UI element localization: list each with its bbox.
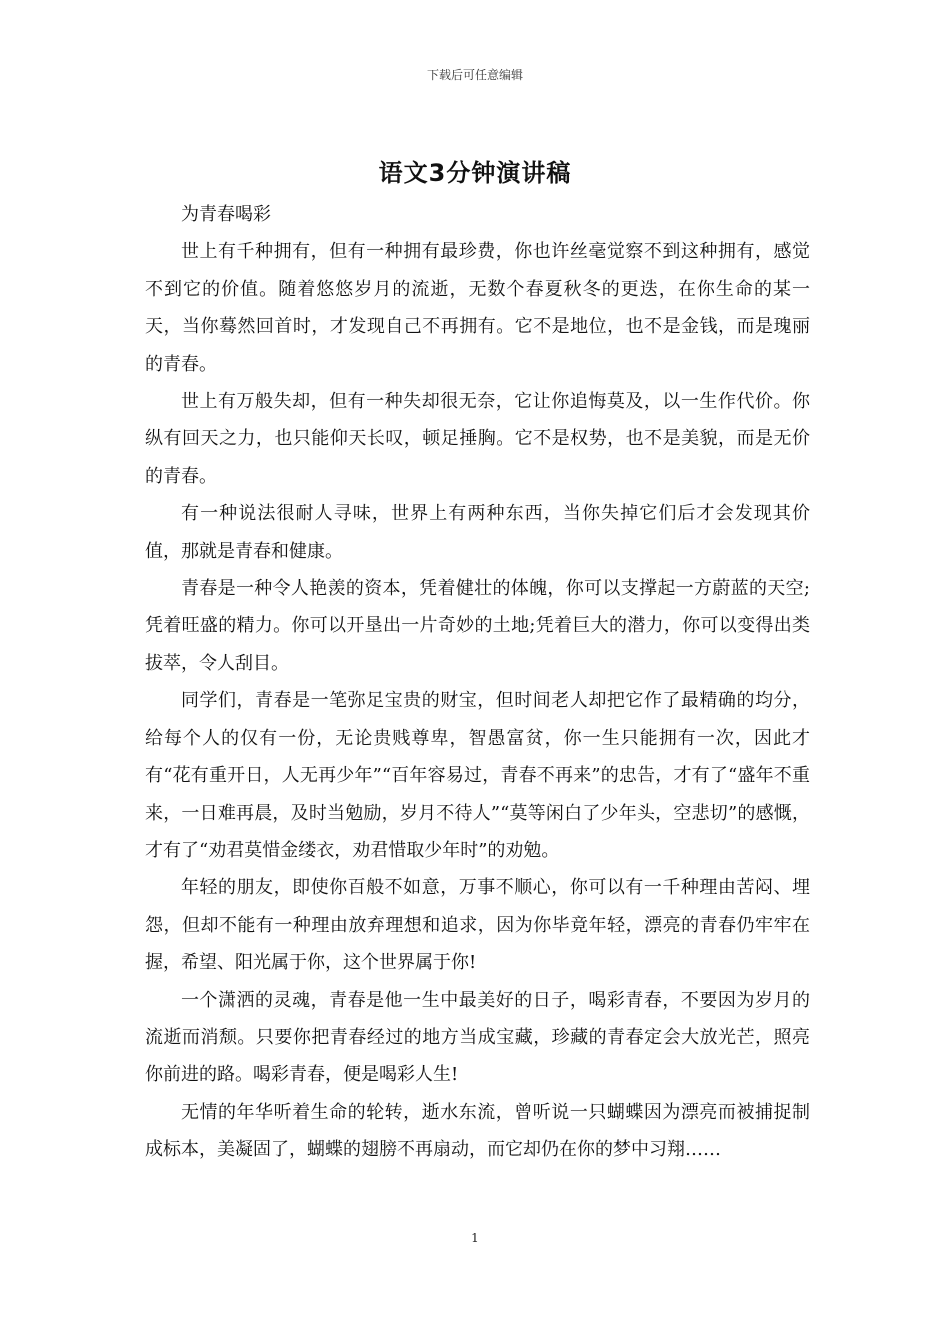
paragraph: 无情的年华听着生命的轮转，逝水东流，曾听说一只蝴蝶因为漂亮而被捕捉制成标本，美凝固了，蝴蝶的翅膀不再扇动，而它却仍在你的梦中习翔…… <box>145 1101 810 1161</box>
paragraph: 青春是一种令人艳羡的资本，凭着健壮的体魄，你可以支撑起一方蔚蓝的天空;凭着旺盛的精力。你可以开垦出一片奇妙的土地;凭着巨大的潜力，你可以变得出类拔萃，令人刮目。 <box>145 578 810 674</box>
paragraph: 同学们，青春是一笔弥足宝贵的财宝，但时间老人却把它作了最精确的均分，给每个人的仅有一份，无论贵贱尊卑，智愚富贫，你一生只能拥有一次，因此才有“花有重开日，人无再少年”“百年容易过，青春不再来”的忠告，才有了“盛年不重来，一日难再晨，及时当勉励，岁月不待人”“莫等闲白了少年头，空悲切”的感慨，才有了“劝君莫惜金缕衣，劝君惜取少年时”的劝勉。 <box>145 690 810 861</box>
document-title: 语文3分钟演讲稿 <box>378 159 572 187</box>
document-body <box>145 196 810 1169</box>
paragraph: 世上有万般失却，但有一种失却很无奈，它让你追悔莫及，以一生作代价。你纵有回天之力，也只能仰天长叹，顿足捶胸。它不是权势，也不是美貌，而是无价的青春。 <box>145 391 810 487</box>
paragraph: 年轻的朋友，即使你百般不如意，万事不顺心，你可以有一千种理由苦闷、埋怨，但却不能有一种理由放弃理想和追求，因为你毕竟年轻，漂亮的青春仍牢牢在握，希望、阳光属于你，这个世界属于你! <box>145 877 810 974</box>
page-header: 下载后可任意编辑 <box>426 68 523 82</box>
page-number: 1 <box>471 1231 479 1245</box>
paragraph: 一个潇洒的灵魂，青春是他一生中最美好的日子，喝彩青春，不要因为岁月的流逝而消颓。只要你把青春经过的地方当成宝藏，珍藏的青春定会大放光芒，照亮你前进的路。喝彩青春，便是喝彩人生! <box>145 989 810 1086</box>
document-subtitle: 为青春喝彩 <box>181 204 271 225</box>
paragraph: 世上有千种拥有，但有一种拥有最珍费，你也许丝毫觉察不到这种拥有，感觉不到它的价值。随着悠悠岁月的流逝，无数个春夏秋冬的更迭，在你生命的某一天，当你蓦然回首时，才发现自己不再拥有。它不是地位，也不是金钱，而是瑰丽的青春。 <box>145 241 810 375</box>
paragraph: 有一种说法很耐人寻味，世界上有两种东西，当你失掉它们后才会发现其价值，那就是青春和健康。 <box>145 503 810 562</box>
